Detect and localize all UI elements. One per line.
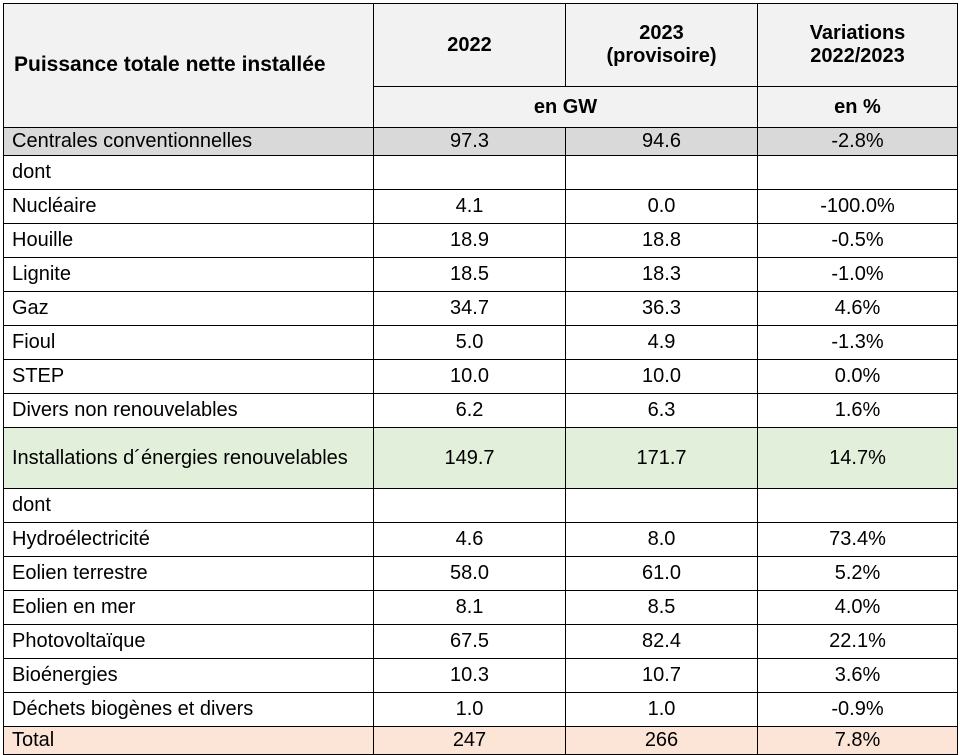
table-row — [4, 326, 958, 360]
table-row — [4, 693, 958, 727]
table-row — [4, 190, 958, 224]
header-col-2023 — [566, 4, 758, 87]
cell-variation: -2.8% — [758, 128, 958, 156]
cell-variation: -0.9% — [758, 693, 958, 727]
table-row — [4, 128, 958, 156]
cell-2023: 8.5 — [566, 591, 758, 625]
header-col-2023-line2: (provisoire) — [606, 45, 717, 67]
cell-variation: -100.0% — [758, 190, 958, 224]
row-label: Houille — [4, 224, 374, 258]
cell-variation: 4.6% — [758, 292, 958, 326]
row-label: Bioénergies — [4, 659, 374, 693]
cell-2023: 0.0 — [566, 190, 758, 224]
cell-2022: 149.7 — [374, 428, 566, 489]
cell-variation: 4.0% — [758, 591, 958, 625]
row-label: Photovoltaïque — [4, 625, 374, 659]
cell-2023: 36.3 — [566, 292, 758, 326]
row-label: dont — [4, 489, 374, 523]
row-label: STEP — [4, 360, 374, 394]
cell-2022: 67.5 — [374, 625, 566, 659]
cell-variation: 0.0% — [758, 360, 958, 394]
header-col-variations-line2: 2022/2023 — [810, 45, 905, 67]
row-label: Déchets biogènes et divers — [4, 693, 374, 727]
header-unit-percent: en % — [758, 87, 958, 128]
cell-variation — [758, 156, 958, 190]
table-body — [4, 128, 958, 755]
table-row — [4, 659, 958, 693]
cell-2023: 4.9 — [566, 326, 758, 360]
cell-2022: 10.0 — [374, 360, 566, 394]
cell-2023: 61.0 — [566, 557, 758, 591]
cell-variation: 22.1% — [758, 625, 958, 659]
cell-2022: 5.0 — [374, 326, 566, 360]
cell-2022: 58.0 — [374, 557, 566, 591]
header-col-2023-line1: 2023 — [639, 22, 684, 44]
cell-2022: 1.0 — [374, 693, 566, 727]
table-row — [4, 258, 958, 292]
cell-2022: 4.1 — [374, 190, 566, 224]
row-label: Fioul — [4, 326, 374, 360]
cell-2023: 266 — [566, 727, 758, 755]
row-label: Eolien terrestre — [4, 557, 374, 591]
cell-2023: 94.6 — [566, 128, 758, 156]
table-row — [4, 591, 958, 625]
table-row — [4, 292, 958, 326]
header-col-variations-line1: Variations — [809, 22, 906, 44]
cell-2022 — [374, 156, 566, 190]
row-label: Divers non renouvelables — [4, 394, 374, 428]
cell-2022: 18.5 — [374, 258, 566, 292]
row-label: dont — [4, 156, 374, 190]
cell-2022: 8.1 — [374, 591, 566, 625]
table-row — [4, 224, 958, 258]
header-row-top — [4, 4, 958, 87]
row-label: Centrales conventionnelles — [4, 128, 374, 156]
cell-2022: 97.3 — [374, 128, 566, 156]
cell-variation: 1.6% — [758, 394, 958, 428]
table-row — [4, 523, 958, 557]
cell-2023 — [566, 489, 758, 523]
cell-2023: 82.4 — [566, 625, 758, 659]
header-col-variations — [758, 4, 958, 87]
cell-2022: 18.9 — [374, 224, 566, 258]
cell-variation: -1.0% — [758, 258, 958, 292]
cell-2023: 10.7 — [566, 659, 758, 693]
cell-2023: 1.0 — [566, 693, 758, 727]
cell-2023: 8.0 — [566, 523, 758, 557]
table-header — [4, 4, 958, 128]
table-row — [4, 156, 958, 190]
cell-2022: 4.6 — [374, 523, 566, 557]
cell-2023 — [566, 156, 758, 190]
cell-variation: 14.7% — [758, 428, 958, 489]
installed-capacity-table — [3, 3, 958, 755]
cell-2022: 247 — [374, 727, 566, 755]
cell-variation: 73.4% — [758, 523, 958, 557]
table-row — [4, 360, 958, 394]
cell-variation: 5.2% — [758, 557, 958, 591]
cell-2022: 10.3 — [374, 659, 566, 693]
table-row — [4, 727, 958, 755]
row-label: Hydroélectricité — [4, 523, 374, 557]
cell-2022 — [374, 489, 566, 523]
row-label: Gaz — [4, 292, 374, 326]
table-row — [4, 489, 958, 523]
header-title: Puissance totale nette installée — [4, 4, 374, 128]
cell-variation: 3.6% — [758, 659, 958, 693]
header-unit-gw: en GW — [374, 87, 758, 128]
row-label: Eolien en mer — [4, 591, 374, 625]
cell-2022: 34.7 — [374, 292, 566, 326]
cell-variation — [758, 489, 958, 523]
row-label: Installations d´énergies renouvelables — [4, 428, 374, 489]
cell-2023: 18.3 — [566, 258, 758, 292]
cell-variation: -0.5% — [758, 224, 958, 258]
cell-2023: 18.8 — [566, 224, 758, 258]
cell-2023: 10.0 — [566, 360, 758, 394]
table-row — [4, 625, 958, 659]
cell-2022: 6.2 — [374, 394, 566, 428]
table-row — [4, 428, 958, 489]
table-row — [4, 557, 958, 591]
cell-variation: 7.8% — [758, 727, 958, 755]
row-label: Total — [4, 727, 374, 755]
row-label: Nucléaire — [4, 190, 374, 224]
header-col-2022: 2022 — [374, 4, 566, 87]
cell-2023: 6.3 — [566, 394, 758, 428]
row-label: Lignite — [4, 258, 374, 292]
cell-variation: -1.3% — [758, 326, 958, 360]
table-row — [4, 394, 958, 428]
cell-2023: 171.7 — [566, 428, 758, 489]
